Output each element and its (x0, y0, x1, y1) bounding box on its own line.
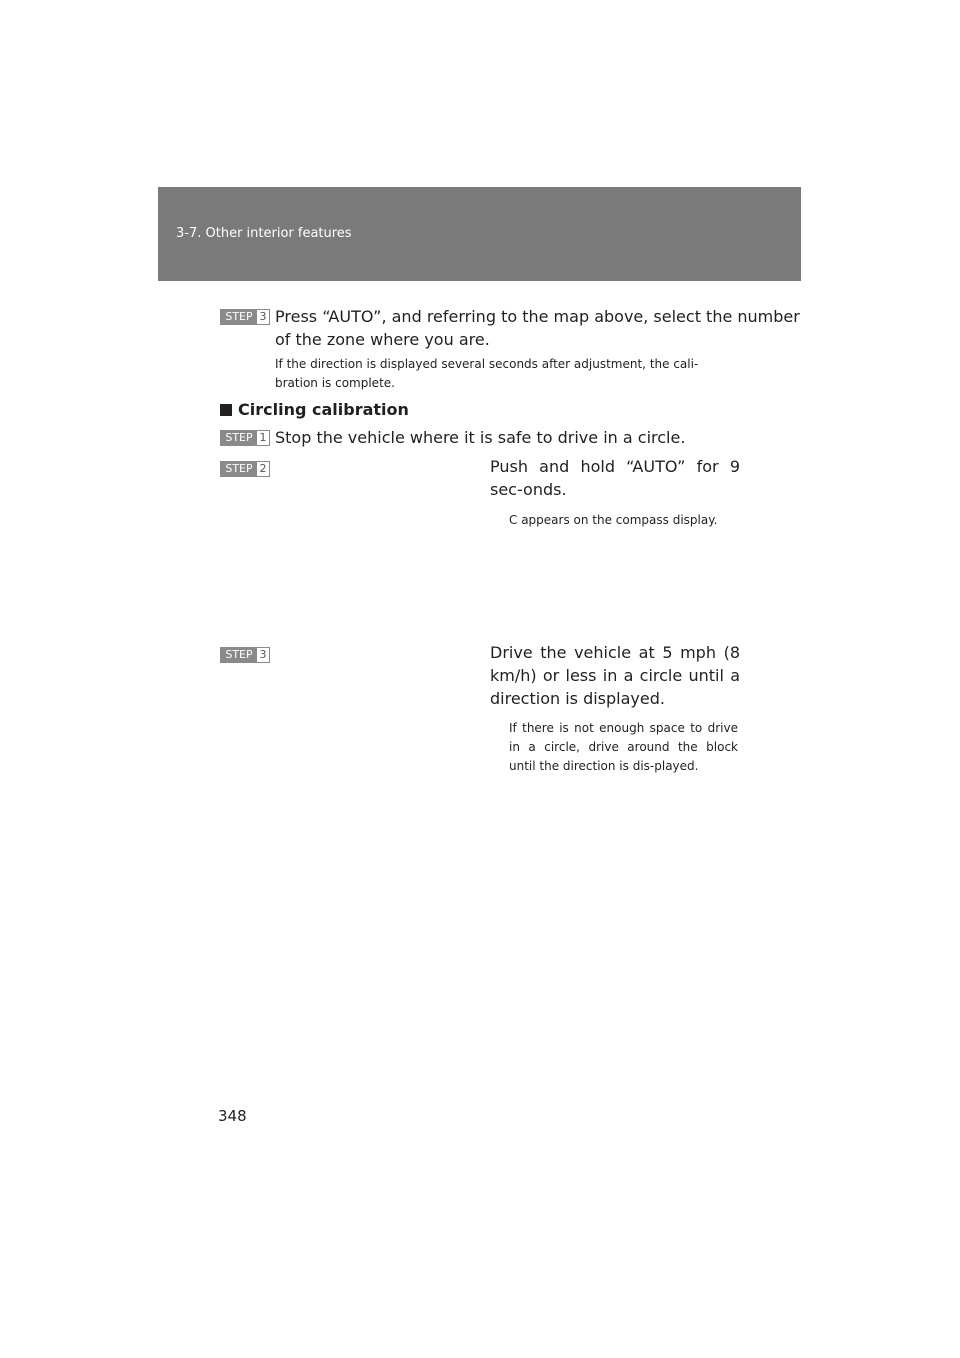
step-3-text-line1: Press “AUTO”, and referring to the map above, select the number (275, 307, 800, 326)
step-badge-3 (220, 309, 270, 325)
step-3-note-line2: bration is complete. (275, 376, 395, 390)
page-number: 348 (218, 1107, 247, 1125)
step-1-text: Stop the vehicle where it is safe to drive in a circle. (275, 428, 686, 447)
step-2-text: Push and hold “AUTO” for 9 sec-onds. (490, 457, 740, 499)
step-3-note-line1: If the direction is displayed several seconds after adjustment, the cali- (275, 357, 699, 371)
step-badge-2 (220, 461, 270, 477)
step-3-circling-text: Drive the vehicle at 5 mph (8 km/h) or less in a circle until a direction is displayed. (490, 643, 740, 708)
step-word: STEP (221, 310, 257, 324)
step-number: 3 (257, 648, 269, 662)
step-3-text-line2: of the zone where you are. (275, 330, 490, 349)
section-heading-text: Circling calibration (238, 400, 409, 419)
step-number: 1 (257, 431, 269, 445)
section-title: 3-7. Other interior features (176, 226, 352, 241)
step-number: 2 (257, 462, 269, 476)
step-badge-1 (220, 430, 270, 446)
section-heading (220, 399, 409, 421)
step-2-note: C appears on the compass display. (509, 513, 718, 527)
step-word: STEP (221, 648, 257, 662)
step-number: 3 (257, 310, 269, 324)
step-badge-3-circling (220, 647, 270, 663)
step-3-circling-note: If there is not enough space to drive in a circle, drive around the block until the direction is dis-played. (509, 721, 738, 773)
step-word: STEP (221, 462, 257, 476)
header-bar (158, 187, 801, 281)
step-word: STEP (221, 431, 257, 445)
square-bullet-icon (220, 404, 232, 416)
